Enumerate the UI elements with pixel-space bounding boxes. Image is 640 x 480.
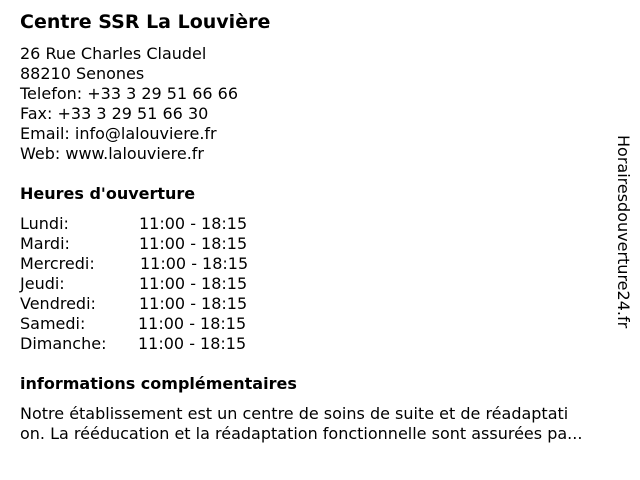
time-range: 11:00 - 18:15 bbox=[139, 294, 248, 313]
hours-row-tuesday bbox=[20, 234, 320, 254]
hours-row-saturday bbox=[20, 314, 320, 334]
address-city: 88210 Senones bbox=[20, 64, 145, 83]
site-watermark: Horairesdouverture24.fr bbox=[614, 135, 633, 329]
time-range: 11:00 - 18:15 bbox=[138, 314, 247, 333]
contact-block bbox=[20, 44, 238, 164]
page-title: Centre SSR La Louvière bbox=[20, 11, 271, 33]
email-address: Email: info@lalouviere.fr bbox=[20, 124, 217, 143]
hours-row-sunday bbox=[20, 334, 320, 354]
hours-row-wednesday bbox=[20, 254, 320, 274]
hours-row-friday bbox=[20, 294, 320, 314]
opening-hours-heading: Heures d'ouverture bbox=[20, 184, 196, 203]
opening-hours-table bbox=[20, 214, 320, 354]
day-label: Vendredi: bbox=[20, 294, 96, 313]
website-url: Web: www.lalouviere.fr bbox=[20, 144, 204, 163]
additional-info-heading: informations complémentaires bbox=[20, 374, 297, 393]
time-range: 11:00 - 18:15 bbox=[139, 234, 248, 253]
address-street: 26 Rue Charles Claudel bbox=[20, 44, 207, 63]
description-line: Notre établissement est un centre de soins de suite et de réadaptati bbox=[20, 404, 569, 423]
day-label: Mardi: bbox=[20, 234, 70, 253]
description-line: on. La rééducation et la réadaptation fonctionnelle sont assurées pa... bbox=[20, 424, 583, 443]
phone-number: Telefon: +33 3 29 51 66 66 bbox=[20, 84, 239, 103]
time-range: 11:00 - 18:15 bbox=[138, 334, 247, 353]
day-label: Mercredi: bbox=[20, 254, 95, 273]
day-label: Dimanche: bbox=[20, 334, 107, 353]
time-range: 11:00 - 18:15 bbox=[139, 274, 248, 293]
time-range: 11:00 - 18:15 bbox=[140, 254, 249, 273]
fax-number: Fax: +33 3 29 51 66 30 bbox=[20, 104, 209, 123]
hours-row-monday bbox=[20, 214, 320, 234]
day-label: Jeudi: bbox=[20, 274, 65, 293]
day-label: Samedi: bbox=[20, 314, 86, 333]
time-range: 11:00 - 18:15 bbox=[139, 214, 248, 233]
description-text bbox=[20, 404, 632, 444]
day-label: Lundi: bbox=[20, 214, 69, 233]
hours-row-thursday bbox=[20, 274, 320, 294]
